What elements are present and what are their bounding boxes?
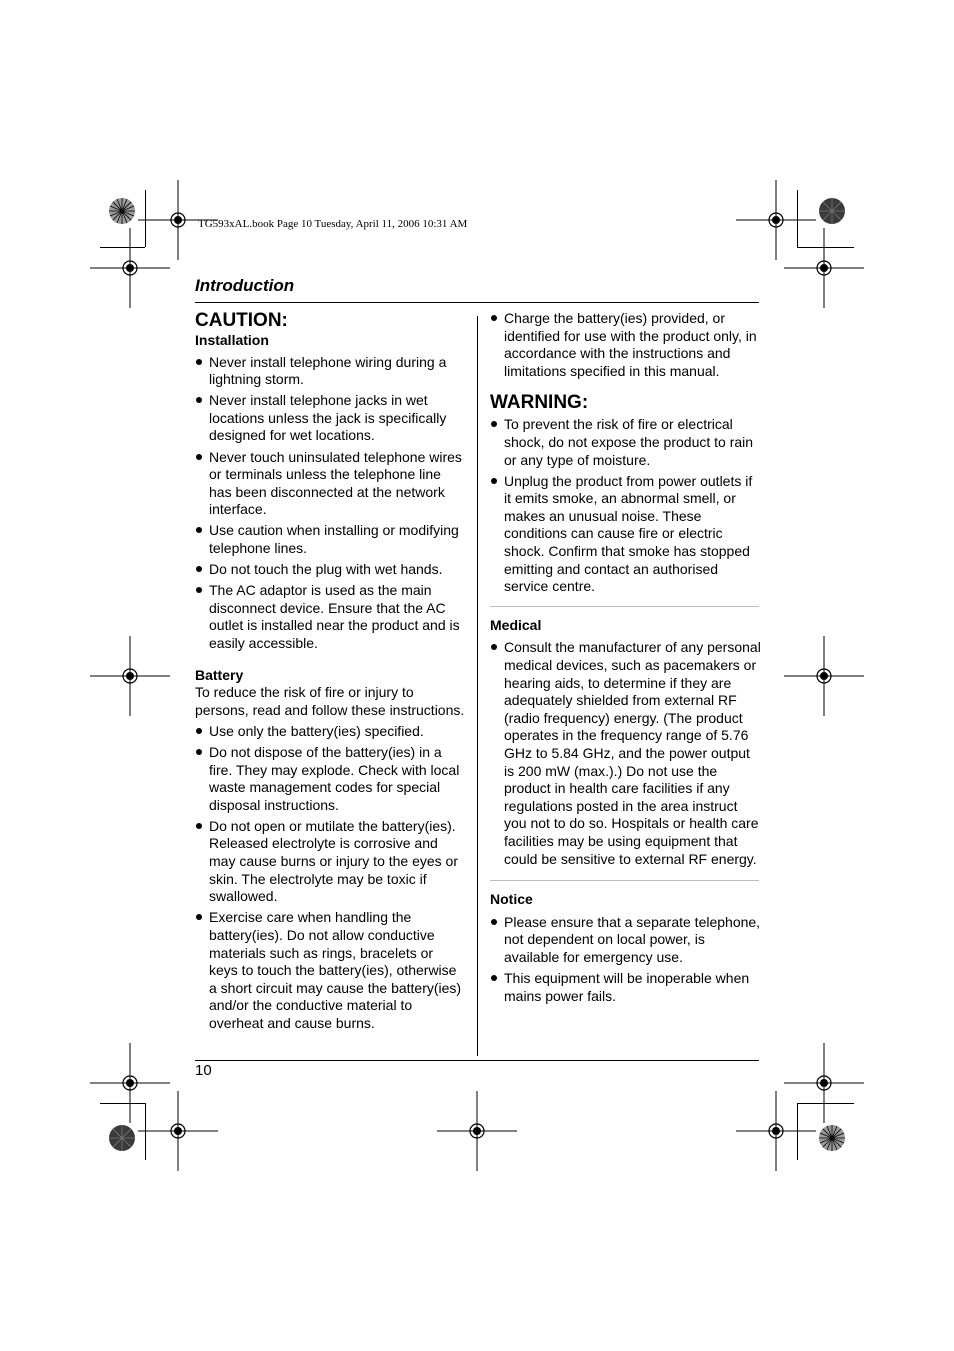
medical-divider	[490, 606, 759, 607]
list-item: Never install telephone wiring during a lightning storm.	[195, 354, 465, 389]
header-rule	[195, 302, 759, 303]
column-divider	[477, 316, 478, 1056]
list-item: To prevent the risk of fire or electrical shock, do not expose the product to rain or any type of moisture.	[490, 416, 762, 469]
registration-mark-icon	[437, 1091, 517, 1171]
list-item: Do not touch the plug with wet hands.	[195, 561, 465, 579]
page-number: 10	[195, 1062, 212, 1079]
list-item: Consult the manufacturer of any personal medical devices, such as pacemakers or hearing aids, to determine if they are adequately shielded from external RF (radio frequency) energy. (The product operates in the frequency range of 5.76 GHz to 5.84 GHz, and the power output is 200 mW (max.).) Do not use the product in health care facilities if any regulations posted in the area instruct you not to do so. Hospitals or health care facilities may be using equipment that could be sensitive to external RF energy.	[490, 639, 762, 868]
list-item: Never install telephone jacks in wet locations unless the jack is specifically designed for wet locations.	[195, 392, 465, 445]
section-title: Introduction	[195, 276, 295, 295]
list-item: This equipment will be inoperable when mains power fails.	[490, 970, 762, 1005]
battery-intro: To reduce the risk of fire or injury to persons, read and follow these instructions.	[195, 684, 465, 718]
installation-list	[195, 354, 465, 653]
registration-mark-icon	[784, 636, 864, 716]
notice-divider	[490, 880, 759, 881]
registration-mark-icon	[90, 228, 170, 308]
medical-list	[490, 639, 762, 868]
list-item: Please ensure that a separate telephone, not dependent on local power, is available for emergency use.	[490, 914, 762, 967]
starburst-mark-icon	[108, 197, 136, 225]
file-header: TG593xAL.book Page 10 Tuesday, April 11, 2006 10:31 AM	[198, 218, 468, 230]
caution-heading: CAUTION:	[195, 310, 288, 331]
list-item: Do not open or mutilate the battery(ies). Released electrolyte is corrosive and may cause burns or injury to the eyes or skin. The electrolyte may be toxic if swallowed.	[195, 818, 465, 906]
registration-mark-icon	[784, 228, 864, 308]
footer-rule	[195, 1060, 759, 1061]
left-column	[195, 310, 465, 1036]
list-item: Use caution when installing or modifying telephone lines.	[195, 522, 465, 557]
starburst-mark-icon	[108, 1124, 136, 1152]
starburst-mark-icon	[818, 1124, 846, 1152]
warning-heading: WARNING:	[490, 392, 589, 414]
registration-mark-icon	[90, 636, 170, 716]
installation-heading: Installation	[195, 332, 269, 348]
list-item: Do not dispose of the battery(ies) in a fire. They may explode. Check with local waste management codes for special disposal instructions.	[195, 744, 465, 814]
notice-list	[490, 914, 762, 1005]
right-column	[490, 310, 762, 1009]
list-item: Use only the battery(ies) specified.	[195, 723, 465, 741]
registration-mark-icon	[736, 1091, 816, 1171]
list-item: The AC adaptor is used as the main disconnect device. Ensure that the AC outlet is installed near the product and is easily accessible.	[195, 582, 465, 652]
list-item: Never touch uninsulated telephone wires or terminals unless the telephone line has been disconnected at the network interface.	[195, 449, 465, 519]
list-item: Exercise care when handling the battery(ies). Do not allow conductive materials such as rings, bracelets or keys to touch the battery(ies), otherwise a short circuit may cause the battery(ies) and/or the conductive material to overheat and cause burns.	[195, 909, 465, 1032]
warning-list	[490, 416, 762, 595]
notice-heading: Notice	[490, 891, 533, 908]
list-item: Unplug the product from power outlets if it emits smoke, an abnormal smell, or makes an unusual noise. These conditions can cause fire or electric shock. Confirm that smoke has stopped emitting and contact an authorised service centre.	[490, 473, 762, 596]
caution-continued-list	[490, 310, 762, 380]
registration-mark-icon	[138, 1091, 218, 1171]
battery-heading: Battery	[195, 666, 244, 683]
starburst-mark-icon	[818, 197, 846, 225]
list-item: Charge the battery(ies) provided, or identified for use with the product only, in accordance with the instructions and limitations specified in this manual.	[490, 310, 762, 380]
battery-list	[195, 723, 465, 1033]
medical-heading: Medical	[490, 616, 542, 633]
